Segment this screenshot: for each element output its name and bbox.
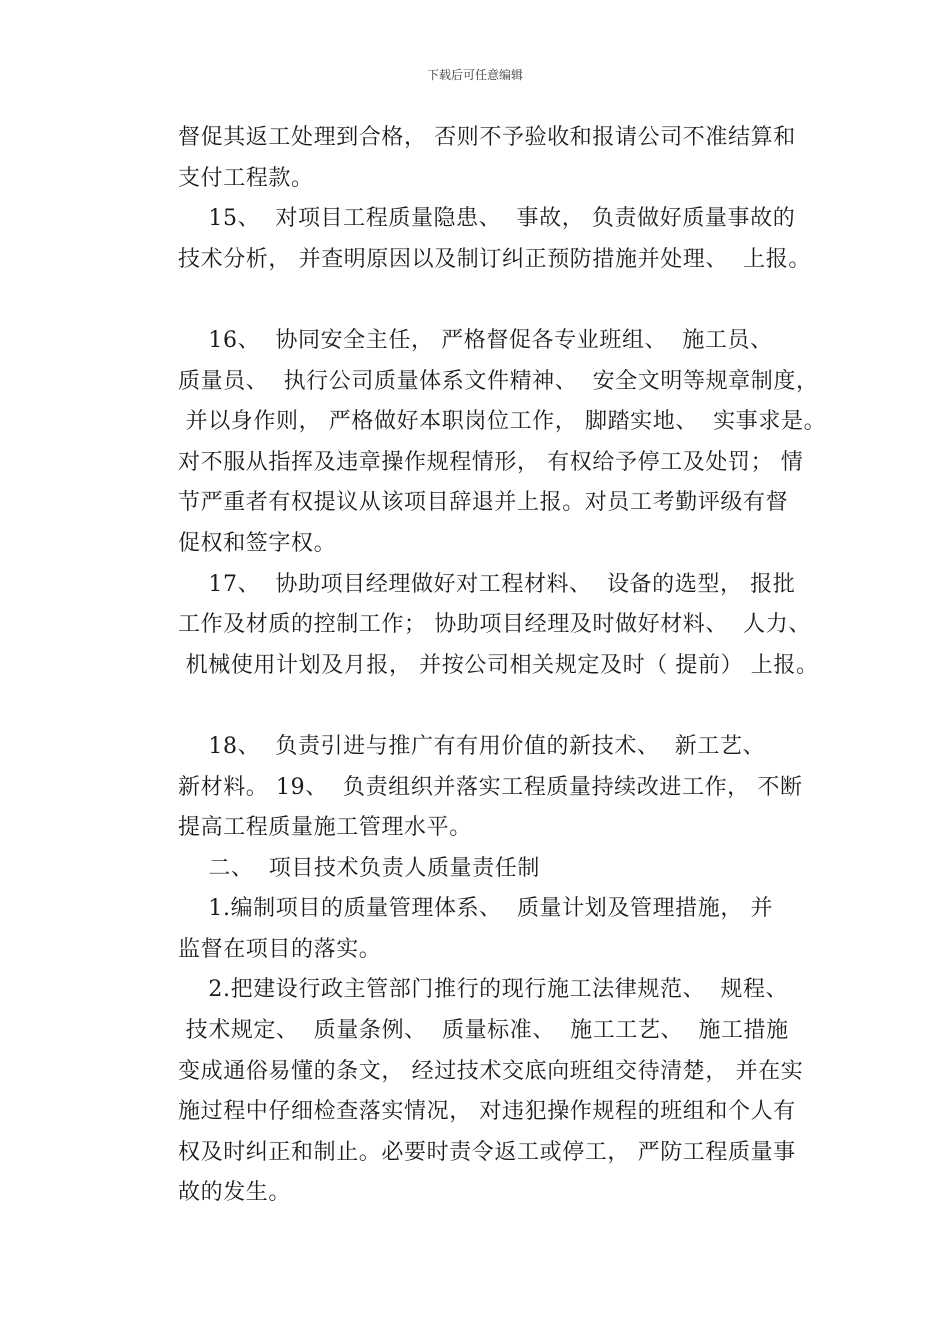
body-line: 16、 协同安全主任， 严格督促各专业班组、 施工员、 (178, 327, 773, 353)
body-line: 18、 负责引进与推广有有用价值的新技术、 新工艺、 (178, 733, 766, 759)
body-line: 施过程中仔细检查落实情况， 对违犯操作规程的班组和个人有 (178, 1099, 796, 1125)
body-line: 权及时纠正和制止。必要时责令返工或停工， 严防工程质量事 (178, 1139, 796, 1165)
body-line: 对不服从指挥及违章操作规程情形， 有权给予停工及处罚； 情 (178, 449, 804, 475)
body-line: 变成通俗易懂的条文， 经过技术交底向班组交待清楚， 并在实 (178, 1058, 804, 1084)
blank-line (178, 686, 818, 727)
body-line: 技术分析， 并查明原因以及制订纠正预防措施并处理、 上报。 (178, 246, 811, 272)
blank-line (178, 280, 818, 321)
body-line: 故的发生。 (178, 1180, 292, 1206)
body-line: 15、 对项目工程质量隐患、 事故， 负责做好质量事故的 (178, 206, 796, 232)
body-line: 提高工程质量施工管理水平。 (178, 815, 472, 841)
body-line: 新材料。 19、 负责组织并落实工程质量持续改进工作， 不断 (178, 774, 803, 800)
body-line: 监督在项目的落实。 (178, 936, 382, 962)
page-header: 下载后可任意编辑 (426, 68, 523, 82)
body-line: 节严重者有权提议从该项目辞退并上报。对员工考勤评级有督 (178, 490, 789, 516)
body-line: 1.编制项目的质量管理体系、 质量计划及管理措施， 并 (178, 896, 774, 922)
body-line: 工作及材质的控制工作； 协助项目经理及时做好材料、 人力、 (178, 612, 811, 638)
section-heading: 二、 项目技术负责人质量责任制 (178, 855, 540, 881)
body-line: 支付工程款。 (178, 165, 314, 191)
body-line: 机械使用计划及月报， 并按公司相关规定及时（ 提前） 上报。 (178, 652, 819, 678)
body-line: 并以身作则， 严格做好本职岗位工作， 脚踏实地、 实事求是。 (178, 409, 827, 435)
document-body (178, 118, 827, 1214)
body-line: 促权和签字权。 (178, 530, 337, 556)
body-line: 质量员、 执行公司质量体系文件精神、 安全文明等规章制度， (178, 368, 819, 394)
body-line: 督促其返工处理到合格， 否则不予验收和报请公司不准结算和 (178, 125, 796, 150)
body-line: 17、 协助项目经理做好对工程材料、 设备的选型， 报批 (178, 571, 796, 597)
body-line: 2.把建设行政主管部门推行的现行施工法律规范、 规程、 (178, 977, 789, 1003)
body-line: 技术规定、 质量条例、 质量标准、 施工工艺、 施工措施 (178, 1018, 789, 1044)
